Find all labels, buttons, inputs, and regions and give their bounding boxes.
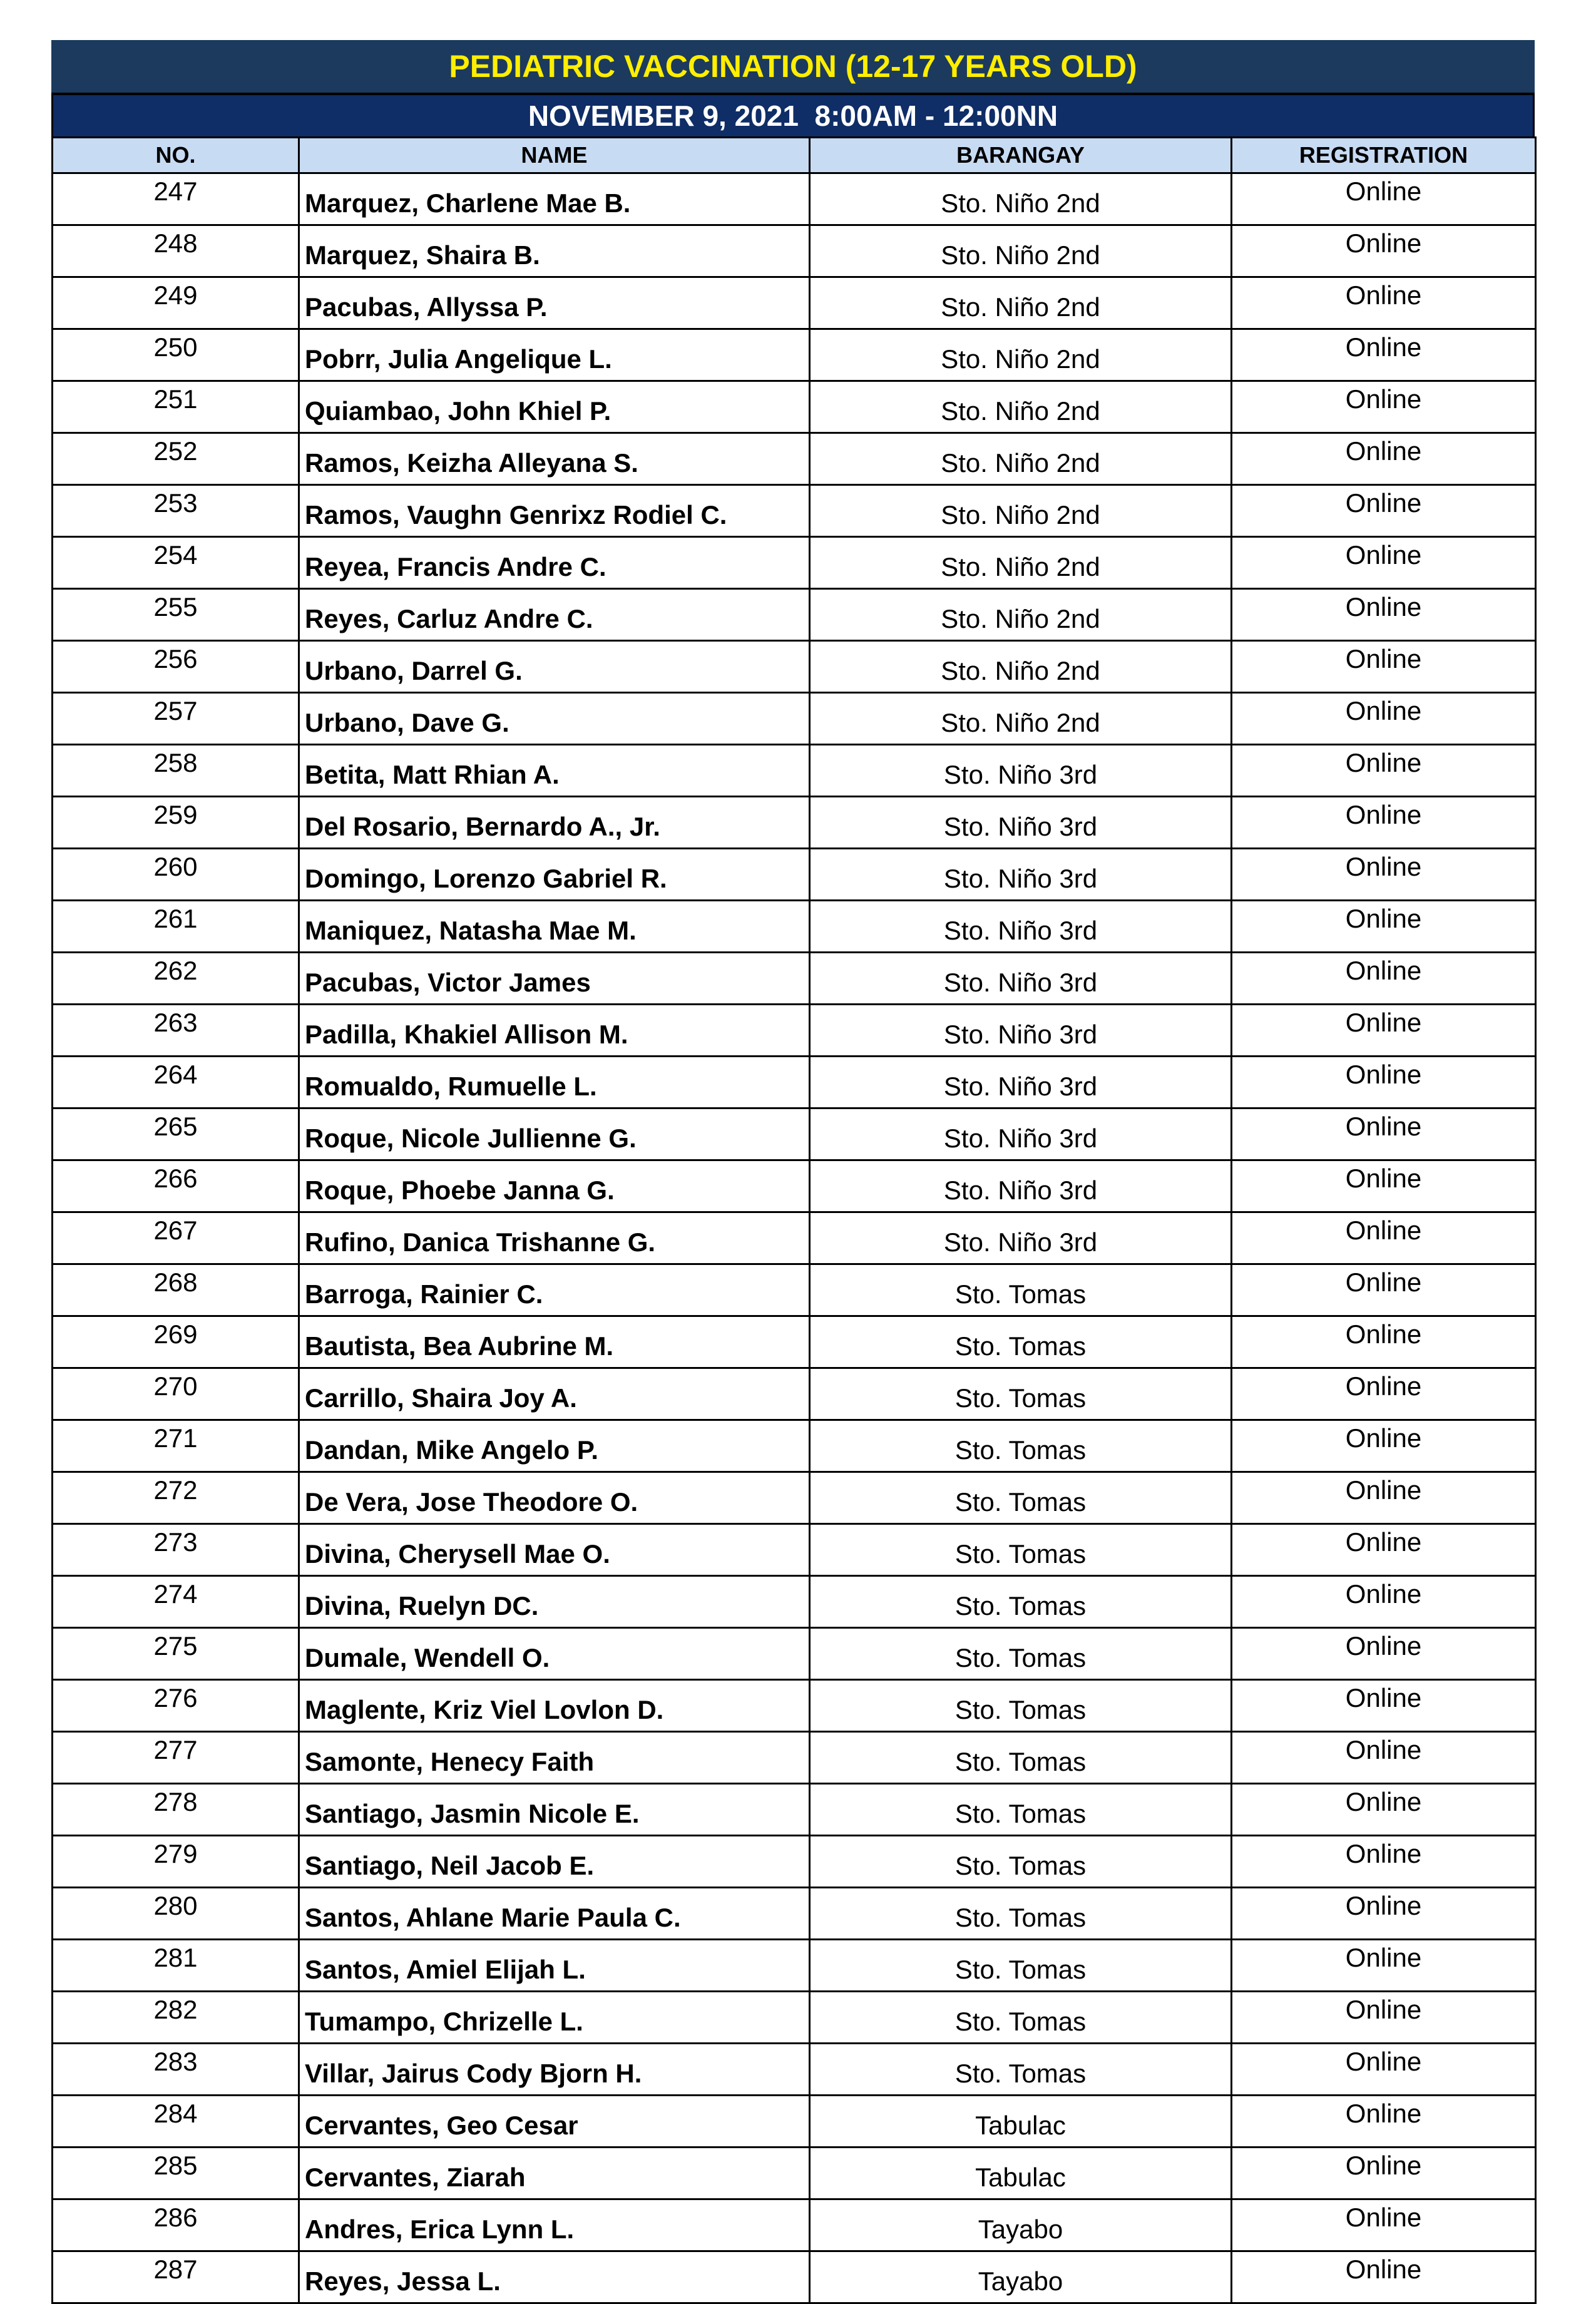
cell-no: 261 <box>53 901 299 953</box>
cell-barangay: Sto. Niño 3rd <box>810 1108 1232 1160</box>
cell-registration: Online <box>1232 745 1536 797</box>
cell-no: 272 <box>53 1472 299 1524</box>
cell-registration: Online <box>1232 2044 1536 2096</box>
cell-barangay: Tabulac <box>810 2148 1232 2199</box>
cell-registration: Online <box>1232 485 1536 537</box>
table-row <box>53 1057 1536 1108</box>
cell-name: Betita, Matt Rhian A. <box>299 745 810 797</box>
cell-registration: Online <box>1232 329 1536 381</box>
table-row <box>53 1160 1536 1212</box>
cell-no: 256 <box>53 641 299 693</box>
cell-no: 277 <box>53 1732 299 1784</box>
cell-barangay: Sto. Tomas <box>810 1524 1232 1576</box>
cell-no: 257 <box>53 693 299 745</box>
cell-registration: Online <box>1232 1836 1536 1888</box>
cell-barangay: Sto. Tomas <box>810 1316 1232 1368</box>
cell-no: 264 <box>53 1057 299 1108</box>
table-row <box>53 1940 1536 1992</box>
column-header-barangay: BARANGAY <box>810 138 1232 173</box>
cell-barangay: Sto. Tomas <box>810 1888 1232 1940</box>
table-row <box>53 1992 1536 2044</box>
table-row <box>53 1524 1536 1576</box>
cell-barangay: Sto. Niño 2nd <box>810 329 1232 381</box>
cell-no: 275 <box>53 1628 299 1680</box>
cell-no: 284 <box>53 2096 299 2148</box>
cell-no: 251 <box>53 381 299 433</box>
cell-registration: Online <box>1232 1888 1536 1940</box>
cell-barangay: Sto. Niño 2nd <box>810 537 1232 589</box>
cell-name: Villar, Jairus Cody Bjorn H. <box>299 2044 810 2096</box>
table-row <box>53 1264 1536 1316</box>
cell-registration: Online <box>1232 1524 1536 1576</box>
cell-name: Romualdo, Rumuelle L. <box>299 1057 810 1108</box>
cell-no: 263 <box>53 1005 299 1057</box>
cell-registration: Online <box>1232 641 1536 693</box>
cell-name: Reyea, Francis Andre C. <box>299 537 810 589</box>
cell-registration: Online <box>1232 1264 1536 1316</box>
page-title: PEDIATRIC VACCINATION (12-17 YEARS OLD) <box>51 40 1535 93</box>
cell-no: 285 <box>53 2148 299 2199</box>
cell-no: 250 <box>53 329 299 381</box>
cell-barangay: Sto. Tomas <box>810 1992 1232 2044</box>
cell-name: Reyes, Jessa L. <box>299 2251 810 2303</box>
cell-name: De Vera, Jose Theodore O. <box>299 1472 810 1524</box>
cell-barangay: Sto. Tomas <box>810 1368 1232 1420</box>
cell-no: 252 <box>53 433 299 485</box>
cell-no: 267 <box>53 1212 299 1264</box>
cell-registration: Online <box>1232 1160 1536 1212</box>
cell-name: Pobrr, Julia Angelique L. <box>299 329 810 381</box>
cell-no: 247 <box>53 173 299 225</box>
schedule-date: NOVEMBER 9, 2021 8:00AM - 12:00NN <box>51 93 1535 136</box>
cell-registration: Online <box>1232 2251 1536 2303</box>
table-row <box>53 693 1536 745</box>
cell-no: 266 <box>53 1160 299 1212</box>
cell-registration: Online <box>1232 1212 1536 1264</box>
cell-registration: Online <box>1232 849 1536 901</box>
cell-no: 255 <box>53 589 299 641</box>
table-header-row <box>53 138 1536 173</box>
cell-name: Santiago, Neil Jacob E. <box>299 1836 810 1888</box>
cell-barangay: Sto. Niño 3rd <box>810 953 1232 1005</box>
cell-registration: Online <box>1232 381 1536 433</box>
cell-name: Santos, Amiel Elijah L. <box>299 1940 810 1992</box>
table-row <box>53 173 1536 225</box>
cell-barangay: Sto. Niño 3rd <box>810 1160 1232 1212</box>
table-row <box>53 1420 1536 1472</box>
table-row <box>53 1680 1536 1732</box>
cell-registration: Online <box>1232 2148 1536 2199</box>
cell-registration: Online <box>1232 1576 1536 1628</box>
cell-barangay: Sto. Tomas <box>810 1784 1232 1836</box>
table-row <box>53 433 1536 485</box>
cell-registration: Online <box>1232 1420 1536 1472</box>
cell-registration: Online <box>1232 537 1536 589</box>
cell-barangay: Sto. Niño 3rd <box>810 1005 1232 1057</box>
cell-barangay: Sto. Tomas <box>810 1420 1232 1472</box>
cell-registration: Online <box>1232 2199 1536 2251</box>
cell-barangay: Sto. Tomas <box>810 1836 1232 1888</box>
cell-no: 254 <box>53 537 299 589</box>
cell-name: Rufino, Danica Trishanne G. <box>299 1212 810 1264</box>
cell-name: Carrillo, Shaira Joy A. <box>299 1368 810 1420</box>
cell-registration: Online <box>1232 225 1536 277</box>
table-row <box>53 1212 1536 1264</box>
cell-barangay: Sto. Niño 2nd <box>810 641 1232 693</box>
cell-name: Marquez, Shaira B. <box>299 225 810 277</box>
cell-name: Divina, Ruelyn DC. <box>299 1576 810 1628</box>
cell-registration: Online <box>1232 173 1536 225</box>
table-row <box>53 797 1536 849</box>
table-row <box>53 381 1536 433</box>
cell-name: Urbano, Dave G. <box>299 693 810 745</box>
table-row <box>53 485 1536 537</box>
cell-barangay: Sto. Niño 2nd <box>810 225 1232 277</box>
cell-registration: Online <box>1232 1628 1536 1680</box>
table-row <box>53 2148 1536 2199</box>
table-row <box>53 1628 1536 1680</box>
cell-no: 269 <box>53 1316 299 1368</box>
cell-barangay: Sto. Niño 3rd <box>810 901 1232 953</box>
cell-name: Barroga, Rainier C. <box>299 1264 810 1316</box>
cell-name: Del Rosario, Bernardo A., Jr. <box>299 797 810 849</box>
cell-barangay: Sto. Niño 2nd <box>810 589 1232 641</box>
cell-no: 265 <box>53 1108 299 1160</box>
cell-name: Ramos, Vaughn Genrixz Rodiel C. <box>299 485 810 537</box>
table-row <box>53 2096 1536 2148</box>
cell-name: Quiambao, John Khiel P. <box>299 381 810 433</box>
cell-no: 287 <box>53 2251 299 2303</box>
vaccination-sheet <box>51 40 1535 2304</box>
cell-no: 286 <box>53 2199 299 2251</box>
table-row <box>53 1888 1536 1940</box>
cell-registration: Online <box>1232 277 1536 329</box>
cell-name: Santos, Ahlane Marie Paula C. <box>299 1888 810 1940</box>
cell-registration: Online <box>1232 1057 1536 1108</box>
cell-no: 270 <box>53 1368 299 1420</box>
cell-registration: Online <box>1232 1784 1536 1836</box>
column-header-no: NO. <box>53 138 299 173</box>
cell-barangay: Sto. Tomas <box>810 1940 1232 1992</box>
table-row <box>53 277 1536 329</box>
cell-no: 259 <box>53 797 299 849</box>
table-row <box>53 745 1536 797</box>
cell-name: Pacubas, Allyssa P. <box>299 277 810 329</box>
cell-registration: Online <box>1232 1005 1536 1057</box>
table-row <box>53 1836 1536 1888</box>
cell-no: 281 <box>53 1940 299 1992</box>
cell-name: Roque, Nicole Jullienne G. <box>299 1108 810 1160</box>
cell-barangay: Tayabo <box>810 2199 1232 2251</box>
cell-barangay: Sto. Niño 2nd <box>810 277 1232 329</box>
cell-no: 282 <box>53 1992 299 2044</box>
cell-registration: Online <box>1232 589 1536 641</box>
table-row <box>53 2251 1536 2303</box>
cell-no: 268 <box>53 1264 299 1316</box>
cell-registration: Online <box>1232 1108 1536 1160</box>
cell-no: 274 <box>53 1576 299 1628</box>
cell-no: 253 <box>53 485 299 537</box>
cell-barangay: Sto. Tomas <box>810 2044 1232 2096</box>
cell-name: Andres, Erica Lynn L. <box>299 2199 810 2251</box>
cell-name: Cervantes, Geo Cesar <box>299 2096 810 2148</box>
cell-barangay: Sto. Niño 3rd <box>810 1212 1232 1264</box>
cell-barangay: Sto. Niño 2nd <box>810 381 1232 433</box>
table-body <box>53 173 1536 2303</box>
cell-name: Santiago, Jasmin Nicole E. <box>299 1784 810 1836</box>
cell-name: Pacubas, Victor James <box>299 953 810 1005</box>
cell-name: Tumampo, Chrizelle L. <box>299 1992 810 2044</box>
cell-name: Domingo, Lorenzo Gabriel R. <box>299 849 810 901</box>
cell-registration: Online <box>1232 433 1536 485</box>
cell-registration: Online <box>1232 1940 1536 1992</box>
cell-registration: Online <box>1232 901 1536 953</box>
cell-name: Padilla, Khakiel Allison M. <box>299 1005 810 1057</box>
cell-registration: Online <box>1232 1472 1536 1524</box>
cell-barangay: Sto. Tomas <box>810 1264 1232 1316</box>
cell-barangay: Sto. Tomas <box>810 1680 1232 1732</box>
cell-name: Divina, Cherysell Mae O. <box>299 1524 810 1576</box>
column-header-name: NAME <box>299 138 810 173</box>
cell-registration: Online <box>1232 1316 1536 1368</box>
cell-registration: Online <box>1232 797 1536 849</box>
cell-registration: Online <box>1232 1368 1536 1420</box>
cell-no: 276 <box>53 1680 299 1732</box>
table-row <box>53 1368 1536 1420</box>
table-row <box>53 2044 1536 2096</box>
cell-name: Samonte, Henecy Faith <box>299 1732 810 1784</box>
table-row <box>53 1732 1536 1784</box>
column-header-registration: REGISTRATION <box>1232 138 1536 173</box>
table-row <box>53 1108 1536 1160</box>
cell-barangay: Sto. Tomas <box>810 1628 1232 1680</box>
cell-no: 258 <box>53 745 299 797</box>
cell-barangay: Sto. Niño 3rd <box>810 797 1232 849</box>
cell-no: 279 <box>53 1836 299 1888</box>
cell-name: Urbano, Darrel G. <box>299 641 810 693</box>
cell-no: 280 <box>53 1888 299 1940</box>
cell-barangay: Tabulac <box>810 2096 1232 2148</box>
vaccination-table <box>51 136 1537 2304</box>
cell-barangay: Sto. Niño 2nd <box>810 485 1232 537</box>
cell-barangay: Sto. Niño 3rd <box>810 849 1232 901</box>
cell-name: Maniquez, Natasha Mae M. <box>299 901 810 953</box>
table-row <box>53 589 1536 641</box>
cell-barangay: Tayabo <box>810 2251 1232 2303</box>
cell-barangay: Sto. Tomas <box>810 1732 1232 1784</box>
table-row <box>53 537 1536 589</box>
cell-name: Reyes, Carluz Andre C. <box>299 589 810 641</box>
cell-no: 273 <box>53 1524 299 1576</box>
table-row <box>53 1316 1536 1368</box>
cell-name: Dandan, Mike Angelo P. <box>299 1420 810 1472</box>
table-row <box>53 1576 1536 1628</box>
cell-barangay: Sto. Niño 2nd <box>810 433 1232 485</box>
table-row <box>53 1005 1536 1057</box>
table-row <box>53 2199 1536 2251</box>
cell-name: Maglente, Kriz Viel Lovlon D. <box>299 1680 810 1732</box>
table-row <box>53 849 1536 901</box>
cell-name: Cervantes, Ziarah <box>299 2148 810 2199</box>
table-row <box>53 641 1536 693</box>
cell-no: 249 <box>53 277 299 329</box>
table-row <box>53 1784 1536 1836</box>
cell-no: 271 <box>53 1420 299 1472</box>
cell-registration: Online <box>1232 1732 1536 1784</box>
cell-name: Marquez, Charlene Mae B. <box>299 173 810 225</box>
cell-barangay: Sto. Niño 2nd <box>810 173 1232 225</box>
cell-name: Dumale, Wendell O. <box>299 1628 810 1680</box>
table-row <box>53 901 1536 953</box>
table-row <box>53 225 1536 277</box>
cell-registration: Online <box>1232 2096 1536 2148</box>
cell-no: 283 <box>53 2044 299 2096</box>
cell-no: 248 <box>53 225 299 277</box>
cell-registration: Online <box>1232 1992 1536 2044</box>
table-row <box>53 953 1536 1005</box>
cell-barangay: Sto. Niño 2nd <box>810 693 1232 745</box>
cell-barangay: Sto. Tomas <box>810 1576 1232 1628</box>
cell-registration: Online <box>1232 693 1536 745</box>
cell-registration: Online <box>1232 1680 1536 1732</box>
cell-no: 278 <box>53 1784 299 1836</box>
cell-name: Ramos, Keizha Alleyana S. <box>299 433 810 485</box>
cell-barangay: Sto. Tomas <box>810 1472 1232 1524</box>
cell-no: 260 <box>53 849 299 901</box>
table-row <box>53 1472 1536 1524</box>
cell-barangay: Sto. Niño 3rd <box>810 1057 1232 1108</box>
cell-barangay: Sto. Niño 3rd <box>810 745 1232 797</box>
cell-name: Bautista, Bea Aubrine M. <box>299 1316 810 1368</box>
cell-name: Roque, Phoebe Janna G. <box>299 1160 810 1212</box>
cell-registration: Online <box>1232 953 1536 1005</box>
cell-no: 262 <box>53 953 299 1005</box>
table-row <box>53 329 1536 381</box>
